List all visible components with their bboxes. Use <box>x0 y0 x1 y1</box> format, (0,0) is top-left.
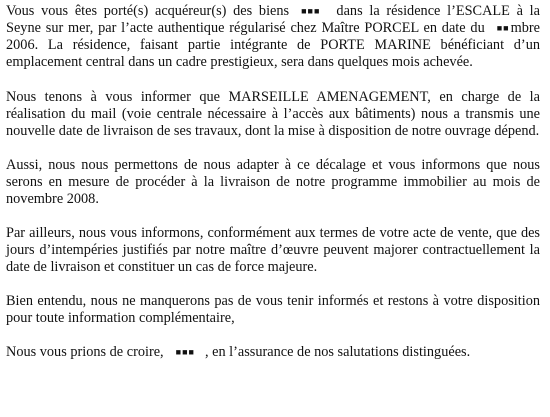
paragraph-marseille-amenagement: Nous tenons à vous informer que MARSEILLE AMENAGEMENT, en charge de la réalisation du mail (voie centrale nécessaire à l’accès aux bâtiments) nous a transmis une nouvelle date de livraison de ses travaux, dont la mise à disposition de notre ouvrage dépend. <box>6 89 540 139</box>
letter-body <box>6 3 540 361</box>
redacted-date-marker: ■■ <box>496 23 510 33</box>
salutation-text-start: Nous vous prions de croire, <box>6 344 164 360</box>
purchase-text-end: mbre 2006. La résidence, faisant partie intégrante de PORTE MARINE bénéficiant d’un emplacement central dans un cadre prestigieux, sera dans quelques mois achevée. <box>6 20 540 70</box>
paragraph-closing-info: Bien entendu, nous ne manquerons pas de vous tenir informés et restons à votre disposition pour toute information complémentaire, <box>6 293 540 326</box>
redacted-lot-marker: ■■■ <box>301 6 321 16</box>
purchase-text-start: Vous vous êtes porté(s) acquéreur(s) des biens <box>6 3 290 19</box>
salutation-text-end: , en l’assurance de nos salutations distinguées. <box>204 344 471 360</box>
paragraph-weather-days: Par ailleurs, nous vous informons, conformément aux termes de votre acte de vente, que des jours d’intempéries justifiés par notre maître d’œuvre peuvent majorer contractuellement la date de livraison et constituer un cas de force majeure. <box>6 225 540 275</box>
paragraph-purchase <box>6 3 540 71</box>
paragraph-delivery-date: Aussi, nous nous permettons de nous adapter à ce décalage et vous informons que nous serons en mesure de procéder à la livraison de notre programme immobilier au mois de novembre 2008. <box>6 157 540 207</box>
purchase-text-middle: dans la résidence l’ESCALE à la Seyne sur mer, par l’acte authentique régularisé chez Maître PORCEL en date du <box>6 3 540 36</box>
redacted-name-marker: ■■■ <box>175 347 195 357</box>
paragraph-salutation <box>6 344 540 361</box>
